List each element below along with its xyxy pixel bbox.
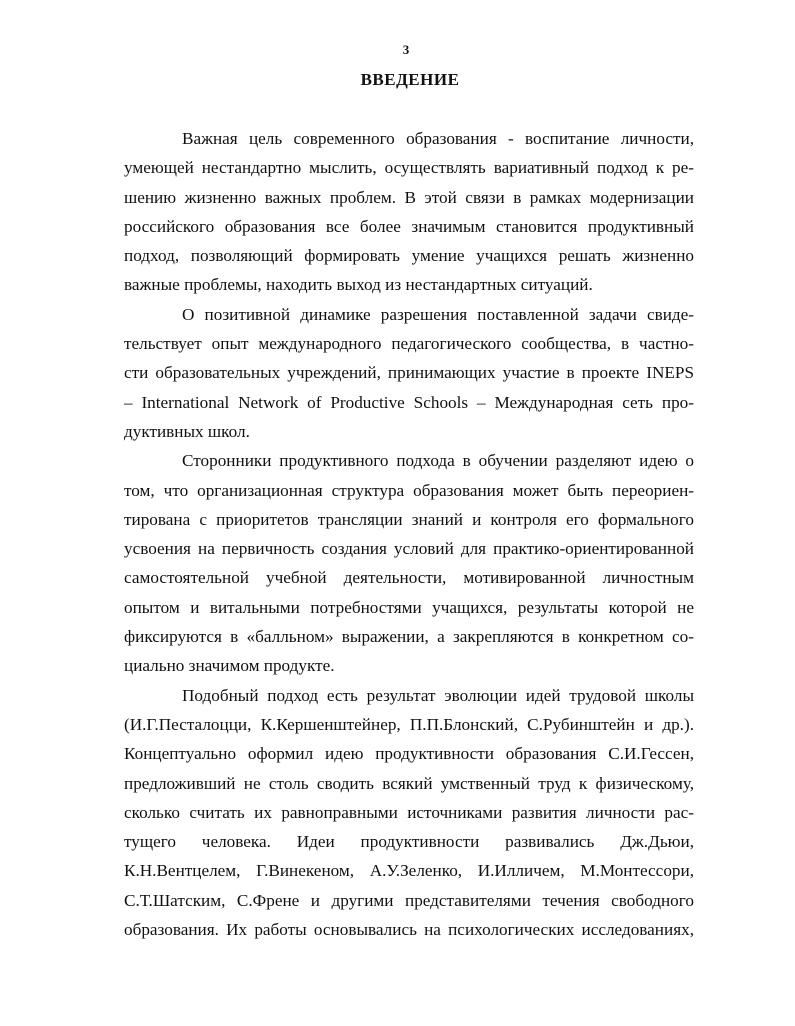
section-heading: ВВЕДЕНИЕ	[360, 70, 460, 89]
word: Идеи	[296, 832, 335, 852]
word: Дж.Дьюи,	[620, 832, 694, 852]
text-line: О позитивной динамике разрешения поставленной задачи свиде-	[182, 304, 694, 324]
paragraph	[124, 446, 694, 680]
word: человека.	[201, 832, 271, 852]
text-line: предложивший не столь сводить всякий умственный труд к физическому,	[124, 773, 694, 793]
text-line: фиксируются в «балльном» выражении, а закрепляются в конкретном со-	[124, 627, 694, 647]
body-text	[124, 124, 694, 944]
word: тущего	[124, 832, 176, 852]
text-line: усвоения на первичность создания условий для практико-ориентированной	[124, 539, 694, 559]
text-line: опытом и витальными потребностями учащихся, результаты которой не	[124, 597, 694, 617]
text-line: тельствует опыт международного педагогического сообщества, в частно-	[124, 334, 694, 354]
text-line: тирована с приоритетов трансляции знаний и контроля его формального	[124, 509, 694, 529]
text-line: Концептуально оформил идею продуктивности образования С.И.Гессен,	[124, 744, 694, 764]
text-line: подход, позволяющий формировать умение учащихся решать жизненно	[124, 246, 694, 266]
paragraph	[124, 124, 694, 300]
text-line: умеющей нестандартно мыслить, осуществлять вариативный подход к ре-	[124, 158, 694, 178]
text-line: дуктивных школ.	[124, 421, 250, 441]
paragraph	[124, 300, 694, 446]
text-line: К.Н.Вентцелем, Г.Винекеном, А.У.Зеленко, И.Илличем, М.Монтессори,	[124, 861, 694, 881]
text-line: важные проблемы, находить выход из нестандартных ситуаций.	[124, 275, 593, 295]
text-line: сти образовательных учреждений, принимающих участие в проекте INEPS	[124, 363, 694, 383]
text-line: сколько считать их равноправными источниками развития личности рас-	[124, 802, 694, 822]
text-line	[124, 827, 694, 856]
text-line: циально значимом продукте.	[124, 656, 335, 676]
page-number: 3	[402, 42, 410, 57]
text-line: шению жизненно важных проблем. В этой связи в рамках модернизации	[124, 187, 694, 207]
text-line: (И.Г.Песталоцци, К.Кершенштейнер, П.П.Блонский, С.Рубинштейн и др.).	[124, 714, 694, 734]
word: продуктивности	[360, 832, 480, 852]
text-line: Важная цель современного образования - воспитание личности,	[182, 129, 694, 148]
text-line: самостоятельной учебной деятельности, мотивированной личностным	[124, 568, 694, 588]
text-line: российского образования все более значимым становится продуктивный	[124, 216, 694, 236]
text-line: образования. Их работы основывались на психологических исследованиях,	[124, 920, 694, 940]
text-line: Сторонники продуктивного подхода в обучении разделяют идею о	[182, 451, 694, 471]
text-line: том, что организационная структура образования может быть переориен-	[124, 480, 694, 500]
text-line: С.Т.Шатским, С.Френе и другими представителями течения свободного	[124, 890, 694, 910]
paragraph	[124, 681, 694, 945]
text-line: Подобный подход есть результат эволюции идей трудовой школы	[182, 685, 694, 705]
text-line: – International Network of Productive Schools – Международная сеть про-	[124, 392, 694, 412]
word: развивались	[505, 832, 595, 852]
